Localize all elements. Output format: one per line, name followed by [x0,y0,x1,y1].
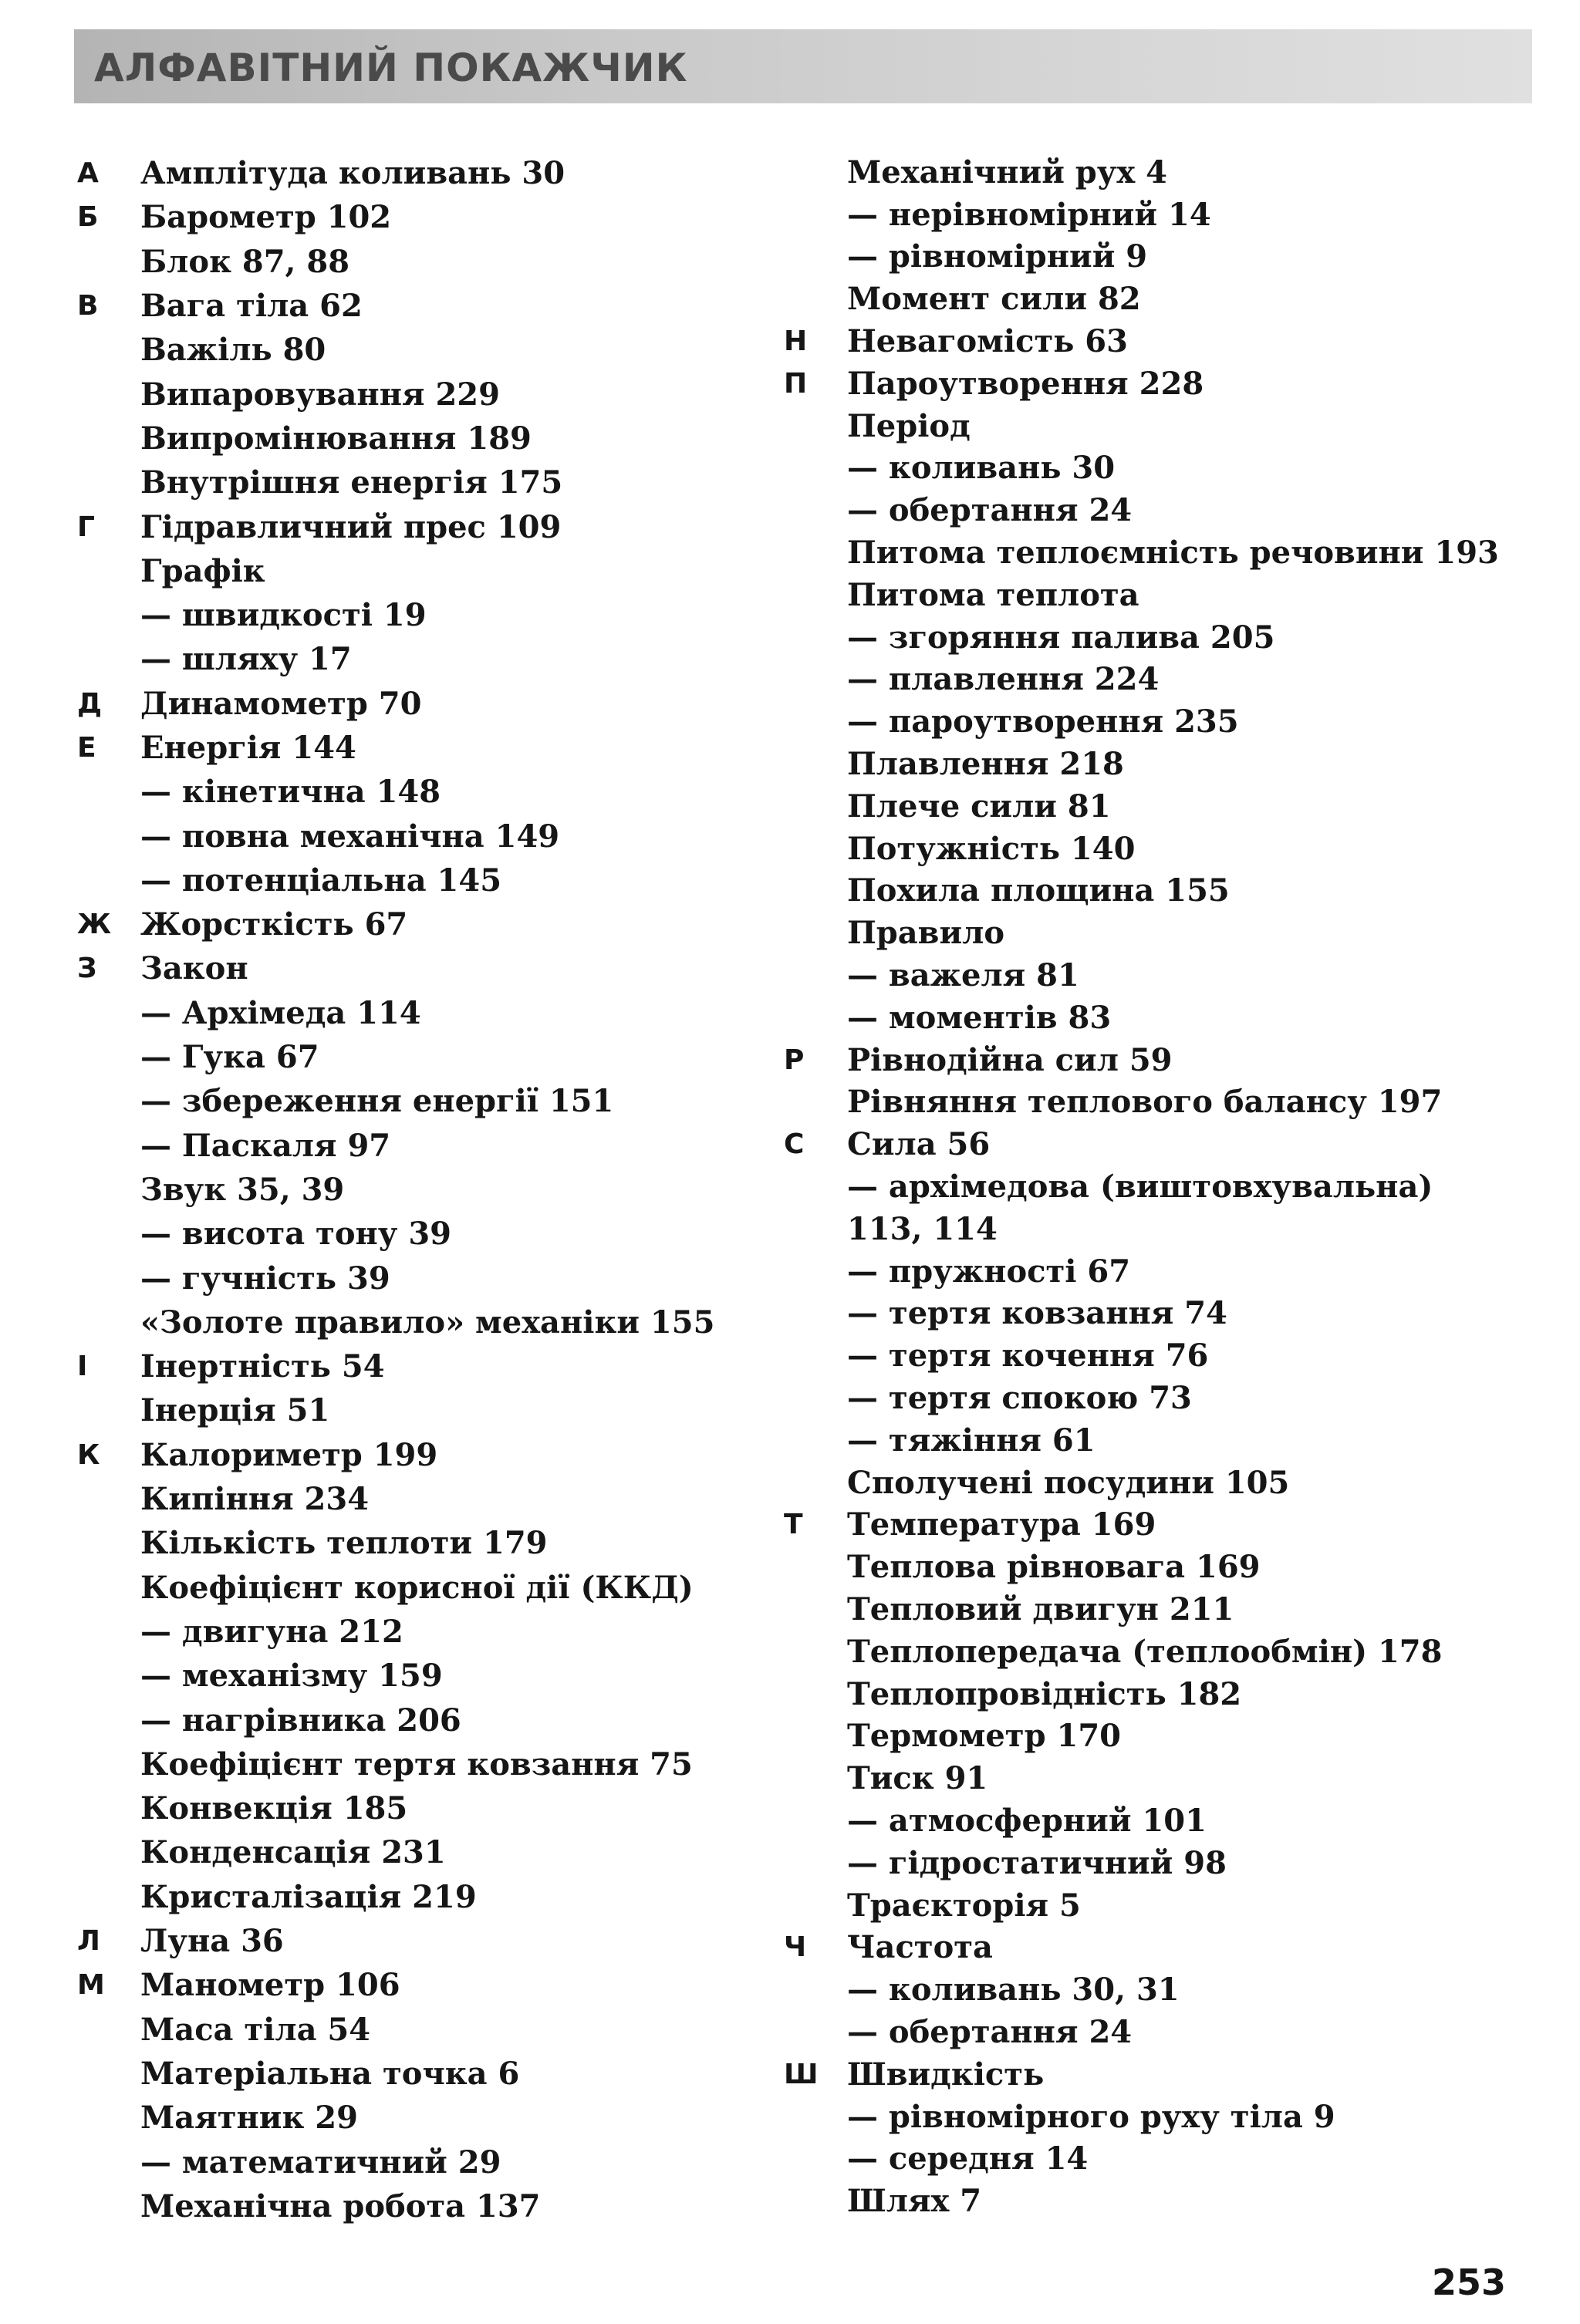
index-entry [77,504,771,548]
index-column-right [784,151,1524,2222]
entry-text: Інертність 54 [140,1348,385,1385]
entry-text: Потужність 140 [847,830,1136,867]
index-entry [784,1334,1524,1377]
entry-text: — рівномірний 9 [847,238,1148,275]
entry-text: — потенціальна 145 [140,862,502,899]
entry-text: Інерція 51 [140,1392,330,1429]
page-title: АЛФАВІТНИЙ ПОКАЖЧИК [94,46,688,90]
section-letter: Б [77,201,99,234]
entry-text: — обертання 24 [847,2013,1133,2050]
index-entry [77,1477,771,1521]
index-entry [77,549,771,593]
section-letter: Д [77,687,103,720]
section-letter: І [77,1351,88,1383]
index-entry [77,1742,771,1786]
index-entry [77,460,771,504]
index-column-left [77,151,771,2228]
index-entry [784,912,1524,954]
entry-text: — важеля 81 [847,957,1079,994]
entry-text: — атмосферний 101 [847,1802,1207,1839]
index-entry [784,1968,1524,2011]
entry-text: Питома теплоємність речовини 193 [847,535,1499,572]
entry-text: Тепловий двигун 211 [847,1590,1234,1627]
index-entry [784,1081,1524,1124]
section-letter: Р [784,1044,805,1076]
entry-text: — архімедова (виштовхувальна) [847,1169,1433,1206]
entry-text: — коливань 30, 31 [847,1972,1180,2009]
entry-text: — Гука 67 [140,1039,319,1076]
index-entry [784,1842,1524,1884]
entry-text: — математичний 29 [140,2144,501,2181]
entry-text: — коливань 30 [847,450,1116,487]
index-entry [77,1344,771,1388]
section-letter: Ж [77,909,112,941]
section-letter: М [77,1969,105,2002]
section-letter: А [77,157,99,190]
entry-text: Шлях 7 [847,2183,982,2220]
entry-text: Швидкість [847,2056,1045,2093]
entry-text: — пружності 67 [847,1253,1131,1290]
index-entry [784,2180,1524,2222]
entry-text: Внутрішня енергія 175 [140,464,563,501]
entry-text: Матеріальна точка 6 [140,2055,520,2092]
entry-text: — моментів 83 [847,999,1112,1036]
index-entry [77,1654,771,1698]
index-entry [77,1566,771,1610]
index-entry [77,1698,771,1742]
entry-text: Кипіння 234 [140,1481,370,1518]
entry-text: — механізму 159 [140,1658,443,1695]
index-entry [784,1588,1524,1631]
entry-text: — кінетична 148 [140,774,441,811]
index-entry [784,1673,1524,1715]
entry-text: Сполучені посудини 105 [847,1464,1290,1501]
index-entry [784,1884,1524,1927]
index-entry [77,1919,771,1963]
index-entry [784,405,1524,447]
index-entry [77,902,771,946]
entry-text: — рівномірного руху тіла 9 [847,2098,1335,2135]
entry-text: — нерівномірний 14 [847,196,1211,233]
index-entry [77,1124,771,1168]
index-entry [784,700,1524,743]
index-entry [784,828,1524,870]
index-entry [784,954,1524,997]
index-entry [784,1250,1524,1293]
entry-text: Механічний рух 4 [847,153,1167,191]
entry-text: Плавлення 218 [847,746,1124,783]
entry-text: Момент сили 82 [847,281,1141,318]
entry-text: Теплопередача (теплообмін) 178 [847,1633,1443,1670]
index-entry [784,2096,1524,2138]
index-entry [77,2007,771,2051]
index-entry [77,991,771,1035]
index-entry [784,489,1524,531]
index-entry [784,2053,1524,2096]
index-entry [784,2137,1524,2180]
section-letter: Т [784,1509,803,1541]
index-entry [784,1715,1524,1757]
index-entry [784,1293,1524,1335]
index-entry [77,1388,771,1432]
index-entry [77,1212,771,1256]
index-entry [77,284,771,328]
entry-text: Калориметр 199 [140,1436,438,1473]
index-entry [77,372,771,416]
entry-text: — середня 14 [847,2140,1089,2177]
index-entry [784,236,1524,278]
index-entry [77,858,771,902]
entry-text: — Паскаля 97 [140,1127,391,1164]
index-entry [77,1875,771,1919]
entry-text: — збереження енергії 151 [140,1083,614,1120]
entry-text: — плавлення 224 [847,661,1160,698]
entry-text: Період [847,407,971,444]
entry-text: — повна механічна 149 [140,818,560,855]
index-entry [784,1462,1524,1504]
index-entry [77,417,771,460]
section-letter: С [784,1128,805,1161]
index-entry [784,531,1524,574]
entry-text: Луна 36 [140,1923,284,1960]
entry-text: — двигуна 212 [140,1613,403,1650]
index-entry [784,1926,1524,1968]
index-entry [784,363,1524,405]
entry-text: — гучність 39 [140,1260,390,1297]
entry-text: — обертання 24 [847,492,1133,529]
entry-text: Амплітуда коливань 30 [140,155,565,192]
index-entry [784,151,1524,194]
entry-text: Невагомість 63 [847,323,1128,360]
index-entry [77,682,771,726]
entry-text: Кристалізація 219 [140,1878,477,1915]
index-entry [77,1035,771,1079]
index-entry [784,1123,1524,1165]
entry-text: Термометр 170 [847,1718,1121,1755]
index-entry [77,1168,771,1212]
entry-text: Випаровування 229 [140,376,500,413]
entry-text: — тертя ковзання 74 [847,1295,1227,1332]
entry-text: Температура 169 [847,1506,1156,1543]
index-entry [784,1419,1524,1462]
entry-text: — висота тону 39 [140,1216,451,1253]
index-entry [784,278,1524,320]
index-entry [784,1377,1524,1419]
entry-text: Конденсація 231 [140,1834,446,1871]
index-entry [77,1610,771,1654]
index-entry [784,447,1524,490]
index-entry [784,659,1524,701]
entry-text: Питома теплота [847,576,1139,613]
entry-text: «Золоте правило» механіки 155 [140,1304,715,1341]
entry-text: Похила площина 155 [847,872,1230,909]
entry-text: Закон [140,950,248,987]
section-letter: К [77,1439,100,1471]
entry-text: — тертя кочення 76 [847,1337,1209,1374]
entry-text: Випромінювання 189 [140,420,532,457]
index-entry [784,194,1524,236]
entry-text: Частота [847,1929,993,1966]
entry-text: Траєкторія 5 [847,1887,1081,1924]
entry-text: Механічна робота 137 [140,2187,541,2224]
index-entry [784,574,1524,616]
index-entry [77,1521,771,1565]
index-entry [784,1631,1524,1673]
entry-text: Рівняння теплового балансу 197 [847,1084,1443,1121]
index-entry [784,1546,1524,1588]
entry-text: — нагрівника 206 [140,1702,461,1739]
section-letter: Г [77,511,95,543]
index-entry [784,2011,1524,2053]
index-entry [784,320,1524,363]
index-entry [77,151,771,195]
index-entry [784,1039,1524,1081]
index-entry [77,1300,771,1344]
index-entry [77,2052,771,2096]
index-entry [77,2184,771,2228]
entry-text: Барометр 102 [140,199,392,236]
index-entry [77,770,771,814]
entry-text: — тяжіння 61 [847,1422,1096,1459]
index-entry [784,1165,1524,1208]
entry-text: 113, 114 [847,1210,998,1247]
entry-text: Теплова рівновага 169 [847,1549,1261,1586]
entry-text: — пароутворення 235 [847,703,1239,740]
index-entry [77,195,771,239]
section-letter: З [77,953,97,985]
index-entry [77,1256,771,1300]
entry-text: Тиск 91 [847,1760,988,1797]
index-entry [784,870,1524,912]
entry-text: Важіль 80 [140,332,326,369]
index-entry [77,946,771,990]
entry-text: Кількість теплоти 179 [140,1525,548,1562]
section-letter: Л [77,1925,100,1958]
entry-text: Графік [140,552,265,589]
entry-text: Вага тіла 62 [140,288,363,325]
section-letter: Н [784,325,808,358]
page-number: 253 [1432,2262,1507,2303]
entry-text: — згоряння палива 205 [847,619,1275,656]
entry-text: — гідростатичний 98 [847,1844,1227,1881]
entry-text: Жорсткість 67 [140,906,408,943]
index-entry [784,743,1524,785]
index-entry [784,1799,1524,1842]
index-entry [77,240,771,284]
entry-text: Коефіцієнт корисної дії (ККД) [140,1569,694,1606]
entry-text: Пароутворення 228 [847,365,1204,402]
index-entry [77,1963,771,2007]
index-entry [77,1786,771,1830]
entry-text: Енергія 144 [140,730,356,766]
entry-text: Конвекція 185 [140,1790,408,1827]
entry-text: Манометр 106 [140,1967,400,2004]
index-entry [784,1757,1524,1799]
entry-text: Звук 35, 39 [140,1171,345,1208]
index-entry [77,726,771,770]
index-entry [784,997,1524,1039]
index-entry [77,2096,771,2140]
entry-text: Рівнодійна сил 59 [847,1041,1173,1078]
section-letter: Ш [784,2058,819,2090]
section-letter: П [784,367,808,400]
entry-text: — Архімеда 114 [140,994,421,1031]
index-entry [784,1504,1524,1547]
entry-text: Правило [847,915,1005,952]
index-entry [77,637,771,681]
index-entry [77,1079,771,1123]
entry-text: Плече сили 81 [847,788,1111,825]
index-entry [784,785,1524,828]
entry-text: Динамометр 70 [140,685,422,722]
index-entry [77,2140,771,2184]
entry-text: — тертя спокою 73 [847,1380,1192,1416]
entry-text: Блок 87, 88 [140,243,350,280]
index-entry [77,328,771,372]
index-entry [77,814,771,858]
entry-text: Теплопровідність 182 [847,1675,1242,1712]
entry-text: Маятник 29 [140,2100,358,2137]
section-letter: В [77,290,99,322]
index-entry [784,616,1524,659]
index-entry [77,1433,771,1477]
section-letter: Е [77,732,96,764]
entry-text: — шляху 17 [140,641,352,678]
index-entry [77,593,771,637]
entry-text: Коефіцієнт тертя ковзання 75 [140,1746,693,1783]
index-entry [77,1830,771,1874]
entry-text: Маса тіла 54 [140,2011,371,2048]
entry-text: Сила 56 [847,1126,991,1163]
entry-text: Гідравличний прес 109 [140,508,562,545]
index-entry [784,1208,1524,1250]
section-letter: Ч [784,1931,807,1964]
entry-text: — швидкості 19 [140,597,427,634]
